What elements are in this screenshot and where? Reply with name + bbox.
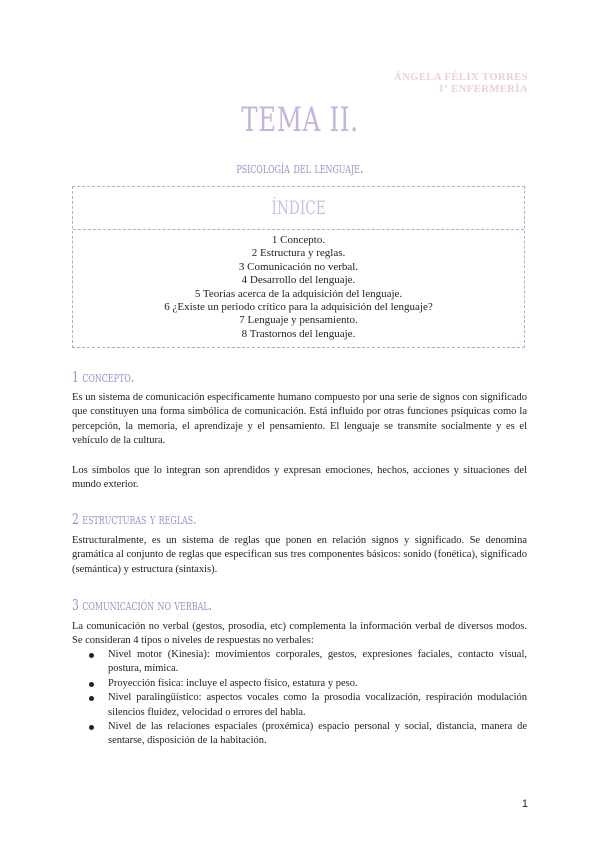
list-item xyxy=(72,691,527,720)
index-item: 2 Estructura y reglas. xyxy=(251,247,346,260)
index-item: 5 Teorías acerca de la adquisición del lenguaje. xyxy=(194,287,403,300)
document-subtitle: psicología del lenguaje. xyxy=(236,158,364,177)
index-item: 3 Comunicación no verbal. xyxy=(238,260,359,273)
page-number: 1 xyxy=(521,798,528,810)
list-item-text: Nivel paralingüístico: aspectos vocales como la prosodia vocalización, respiración modulación silencios fluidez, velocidad o errores del habla. xyxy=(108,692,527,718)
index-item: 8 Trastornos del lenguaje. xyxy=(241,327,356,340)
index-heading xyxy=(73,187,524,230)
list-item xyxy=(72,648,527,677)
index-heading-text: ÍNDICE xyxy=(271,197,326,219)
document-title: TEMA II. xyxy=(241,100,359,140)
author-name: ÁNGELA FÉLIX TORRES xyxy=(394,72,528,83)
course-label: 1º ENFERMERÍA xyxy=(438,84,528,95)
list-item-text: Nivel de las relaciones espaciales (proxémica) espacio personal y social, distancia, manera de sentarse, disposición de la habitación. xyxy=(108,721,527,747)
bullet-icon xyxy=(89,725,94,730)
paragraph: Los símbolos que lo integran son aprendidos y expresan emociones, hechos, acciones y situaciones del mundo exterior. xyxy=(72,465,527,491)
index-item: 1 Concepto. xyxy=(271,234,326,246)
index-item: 7 Lenguaje y pensamiento. xyxy=(239,314,358,327)
index-item: 6 ¿Existe un periodo crítico para la adquisición del lenguaje? xyxy=(164,301,433,314)
bullet-icon xyxy=(89,653,94,658)
index-list xyxy=(73,230,524,341)
list-item xyxy=(72,677,527,691)
index-item: 4 Desarrollo del lenguaje. xyxy=(241,274,356,287)
section-title-concepto: 1 concepto. xyxy=(72,368,135,386)
bullet-icon xyxy=(89,682,94,687)
list-item-text: Proyección física: incluye el aspecto físico, estatura y peso. xyxy=(108,677,358,689)
author-header xyxy=(394,72,528,96)
bullet-list xyxy=(72,648,527,749)
paragraph: Estructuralmente, es un sistema de reglas que ponen en relación signos y significado. Se denomina gramática al conjunto de reglas que especifican sus tres componentes básicos: sonido (fonética), significado (semántica) y estructura (sintaxis). xyxy=(72,535,527,575)
list-item-text: Nivel motor (Kinesia): movimientos corporales, gestos, expresiones faciales, contacto visual, postura, mímica. xyxy=(108,649,527,675)
paragraph: Es un sistema de comunicación específicamente humano compuesto por una serie de signos con significado que constituyen una forma simbólica de comunicación. Está influido por otras funciones psíquicas como la percepción, la memoria, el aprendizaje y el pensamiento. El lenguaje se transmite socialmente y es el vehículo de la cultura. xyxy=(72,392,527,447)
section-title-comunicacion: 3 comunicación no verbal. xyxy=(72,596,213,614)
list-item xyxy=(72,720,527,749)
index-box xyxy=(72,186,525,348)
section-title-estructuras: 2 estructuras y reglas. xyxy=(72,510,197,528)
bullet-icon xyxy=(89,696,94,701)
paragraph: La comunicación no verbal (gestos, prosodia, etc) complementa la información verbal de diversos modos. Se consideran 4 tipos o niveles de respuestas no verbales: xyxy=(72,621,527,647)
